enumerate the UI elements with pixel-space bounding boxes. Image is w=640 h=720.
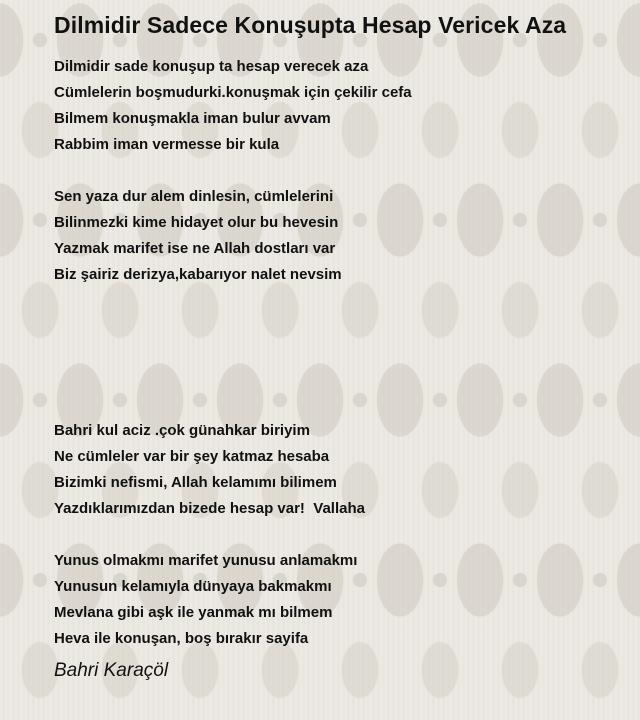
stanza-1	[54, 54, 412, 158]
poem-line: Yazdıklarımızdan bizede hesap var! Vallaha	[54, 500, 365, 517]
poem-line: Ne cümleler var bir şey katmaz hesaba	[54, 448, 330, 465]
stanza-2	[54, 184, 412, 288]
poem-line: Rabbim iman vermesse bir kula	[54, 136, 280, 153]
poem-line: Dilmidir sade konuşup ta hesap verecek aza	[54, 58, 369, 75]
poem-title: Dilmidir Sadece Konuşupta Hesap Vericek Aza	[54, 12, 567, 38]
poem-author[interactable]: Bahri Karaçöl	[54, 660, 169, 681]
stanza-4	[54, 548, 412, 652]
poem-line: Mevlana gibi aşk ile yanmak mı bilmem	[54, 604, 333, 621]
poem-line: Bilinmezki kime hidayet olur bu hevesin	[54, 214, 339, 231]
poem-line: Bilmem konuşmakla iman bulur avvam	[54, 110, 331, 127]
stanza-gap	[54, 522, 412, 548]
poem-line: Bizimki nefismi, Allah kelamımı bilimem	[54, 474, 337, 491]
stanza-3	[54, 418, 412, 522]
poem-body	[54, 54, 412, 652]
poem-line: Biz şairiz derizya,kabarıyor nalet nevsim	[54, 266, 342, 283]
poem-line: Yunus olmakmı marifet yunusu anlamakmı	[54, 552, 358, 569]
stanza-gap	[54, 158, 412, 184]
poem-line: Yunusun kelamıyla dünyaya bakmakmı	[54, 578, 332, 595]
stanza-gap	[54, 288, 412, 418]
poem-line: Sen yaza dur alem dinlesin, cümlelerini	[54, 188, 334, 205]
poem-line: Bahri kul aciz .çok günahkar biriyim	[54, 422, 310, 439]
poem-line: Yazmak marifet ise ne Allah dostları var	[54, 240, 336, 257]
poem-line: Heva ile konuşan, boş bırakır sayifa	[54, 630, 309, 647]
poem-line: Cümlelerin boşmudurki.konuşmak için çekilir cefa	[54, 84, 412, 101]
poem-page	[54, 0, 632, 720]
